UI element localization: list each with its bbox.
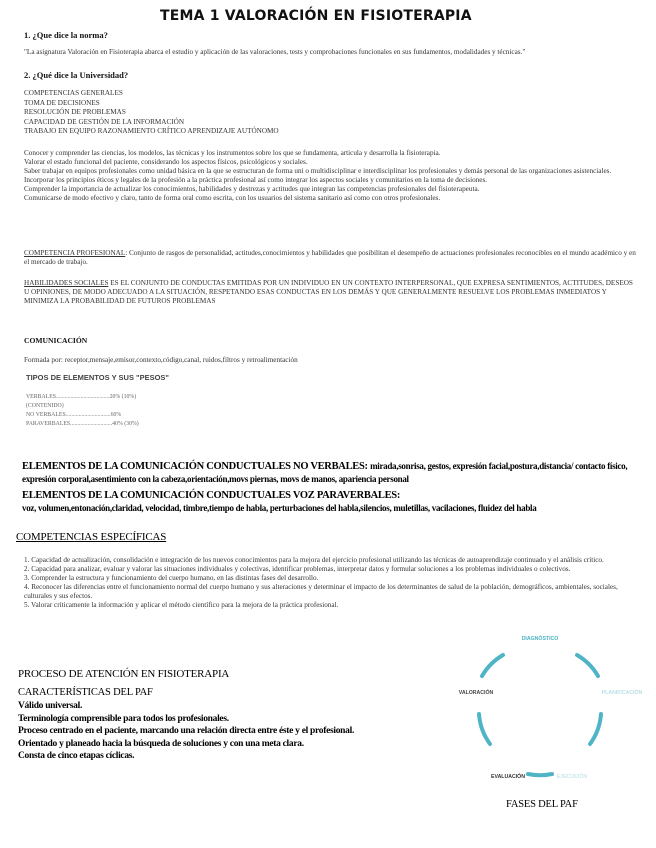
competencias-description xyxy=(24,149,636,203)
caracteristica-item: Proceso centrado en el paciente, marcando una relación directa entre éste y el profesional. xyxy=(18,726,355,736)
caracteristicas-list xyxy=(18,700,354,763)
elementos-paraverbales xyxy=(22,489,652,515)
cycle-arc xyxy=(479,714,490,744)
competencias-especificas-heading: COMPETENCIAS ESPECÍFICAS xyxy=(16,531,167,543)
fases-cycle-diagram xyxy=(450,628,643,788)
page-title: TEMA 1 VALORACIÓN EN FISIOTERAPIA xyxy=(160,8,472,24)
competencias-generales-list xyxy=(24,89,279,137)
habilidades-sociales-paragraph xyxy=(24,279,636,306)
fase-label-evaluacion: EVALUACIÓN xyxy=(491,774,525,780)
habilidades-sociales-text: ES EL CONJUNTO DE CONDUCTAS EMITIDAS POR UN INDIVIDUO EN UN CONTEXTO INTERPERSONAL, QUE EXPRESA SENTIMIENTOS, ACTITUDES, DESEOS U OPINIONES, DE MODO ADECUADO A LA SITUACIÓN, RESPETANDO ESAS CONDUCTAS EN LOS DEMÁS Y QUE GENERALMENTE RESUELVE LOS PROBLEMAS INMEDIATOS Y MINIMIZA LA PROBABILIDAD DE FUTUROS PROBLEMAS xyxy=(24,279,633,305)
tipos-heading: TIPOS DE ELEMENTOS Y SUS "PESOS" xyxy=(26,373,169,382)
elementos-paraverbales-tail: voz, volumen,entonación,claridad, velocidad, timbre,tiempo de habla, perturbaciones del habla,silencios, muletillas, vacilaciones, fluidez del habla xyxy=(22,503,537,513)
peso-item: NO VERBALES...............................60% xyxy=(26,412,122,418)
competencia-profesional-paragraph xyxy=(24,249,636,267)
q1-text: "La asignatura Valoración en Fisioterapia abarca el estudio y aplicación de las valoraciones, tests y comprobaciones funcionales en sus fundamentos, modalidades y técnicas." xyxy=(24,48,526,56)
competencia-item: CAPACIDAD DE GESTIÓN DE LA INFORMACIÓN xyxy=(24,117,185,126)
especifica-item: 5. Valorar críticamente la información y aplicar el método científico para la mejora de la práctica profesional. xyxy=(24,601,339,609)
peso-item: VERBALES.....................................20% (10%) xyxy=(26,394,137,400)
q1-heading: 1. ¿Que dice la norma? xyxy=(24,30,108,40)
description-item: Comunicarse de modo efectivo y claro, tanto de forma oral como escrita, con los usuarios del sistema sanitario así como con otros profesionales. xyxy=(24,194,441,202)
elementos-no-verbales-tail: mirada,sonrisa, gestos, expresión facial,postura,distancia/ contacto físico, expresión corporal,asentimiento con la cabeza,orientación,movs piernas, movs de manos, apariencia personal xyxy=(22,461,628,484)
description-item: Saber trabajar en equipos profesionales como unidad básica en la que se estructuran de forma uni o multidisciplinar e interdisciplinar los profesionales y demás personal de las organizaciones asistenciales. xyxy=(24,167,612,175)
fases-caption: FASES DEL PAF xyxy=(506,799,578,810)
competencia-profesional-text: : Conjunto de rasgos de personalidad, actitudes,conocimientos y habilidades que posibilitan el desempeño de actuaciones profesionales reconocibles en el mundo académico y en el mercado de trabajo. xyxy=(24,249,636,266)
description-item: Comprender la importancia de actualizar los conocimientos, habilidades y destrezas y actitudes que integran las competencias profesionales del fisioterapeuta. xyxy=(24,185,480,193)
fase-label-diagnostico: DIAGNÓSTICO xyxy=(521,636,559,642)
elementos-no-verbales-head: ELEMENTOS DE LA COMUNICACIÓN CONDUCTUALES NO VERBALES: xyxy=(22,461,371,472)
fase-label-planificacion: PLANIFICACIÓN xyxy=(601,690,643,696)
competencia-profesional-term: COMPETENCIA PROFESIONAL xyxy=(24,249,126,257)
caracteristica-item: Terminología comprensible para todos los profesionales. xyxy=(18,713,229,724)
elementos-paraverbales-head: ELEMENTOS DE LA COMUNICACIÓN CONDUCTUALES VOZ PARAVERBALES: xyxy=(22,490,401,501)
cycle-arc xyxy=(577,655,598,676)
peso-item: PARAVERBALES.............................40% (30%) xyxy=(26,421,139,427)
caracteristicas-heading: CARACTERÍSTICAS DEL PAF xyxy=(18,687,153,698)
peso-item: (CONTENIDO) xyxy=(26,403,64,409)
elementos-no-verbales xyxy=(22,460,646,486)
caracteristica-item: Orientado y planeado hacia la búsqueda de soluciones y con una meta clara. xyxy=(18,738,304,749)
competencia-item: TOMA DE DECISIONES xyxy=(24,98,100,107)
comunicacion-text: Formada por: receptor,mensaje,emisor,contexto,código,canal, ruidos,filtros y retroalimentación xyxy=(24,356,298,364)
description-item: Conocer y comprender las ciencias, los modelos, las técnicas y los instrumentos sobre los que se fundamenta, articula y desarrolla la fisioterapia. xyxy=(24,149,441,157)
q2-heading: 2. ¿Qué dice la Universidad? xyxy=(24,70,129,80)
fase-label-valoracion: VALORACIÓN xyxy=(458,690,494,696)
cycle-arc xyxy=(590,714,601,744)
competencia-item: RESOLUCIÓN DE PROBLEMAS xyxy=(24,108,126,116)
caracteristica-item: Consta de cinco etapas cíclicas. xyxy=(18,751,135,761)
especifica-item: 2. Capacidad para analizar, evaluar y valorar las situaciones individuales y colectivas, identificar problemas, interpretar datos y formular soluciones a los problemas individuales o colectivos. xyxy=(24,565,571,573)
cycle-ring xyxy=(479,655,601,775)
caracteristica-item: Válido universal. xyxy=(18,701,83,711)
competencia-item: COMPETENCIAS GENERALES xyxy=(24,89,123,97)
especifica-item: 1. Capacidad de actualización, consolidación e integración de los nuevos conocimientos para la mejora del ejercicio profesional utilizando las técnicas de autoaprendizaje continuado y el análisis crítico. xyxy=(24,556,604,564)
comunicacion-heading: COMUNICACIÓN xyxy=(24,336,88,345)
especifica-item: 4. Reconocer las diferencias entre el funcionamiento normal del cuerpo humano y sus alteraciones y determinar el impacto de los determinantes de salud de la población, demográficos, ambientales, sociales, culturales y sus efectos. xyxy=(24,583,618,600)
description-item: Valorar el estado funcional del paciente, considerando los aspectos físicos, psicológicos y sociales. xyxy=(24,158,308,166)
description-item: Incorporar los principios éticos y legales de la profesión a la práctica profesional así como integrar los aspectos sociales y comunitarios en la toma de decisiones. xyxy=(24,176,488,184)
habilidades-sociales-term: HABILIDADES SOCIALES xyxy=(24,279,109,287)
competencia-item: TRABAJO EN EQUIPO RAZONAMIENTO CRÍTICO APRENDIZAJE AUTÓNOMO xyxy=(24,127,279,135)
fase-label-ejecucion: EJECUCIÓN xyxy=(556,774,588,780)
cycle-arc xyxy=(482,655,503,676)
especifica-item: 3. Comprender la estructura y funcionamiento del cuerpo humano, en las distintas fases del desarrollo. xyxy=(24,574,319,582)
competencias-especificas-list xyxy=(24,556,644,610)
proceso-heading: PROCESO DE ATENCIÓN EN FISIOTERAPIA xyxy=(18,668,230,680)
cycle-arc xyxy=(528,774,552,775)
pesos-list xyxy=(26,393,139,429)
